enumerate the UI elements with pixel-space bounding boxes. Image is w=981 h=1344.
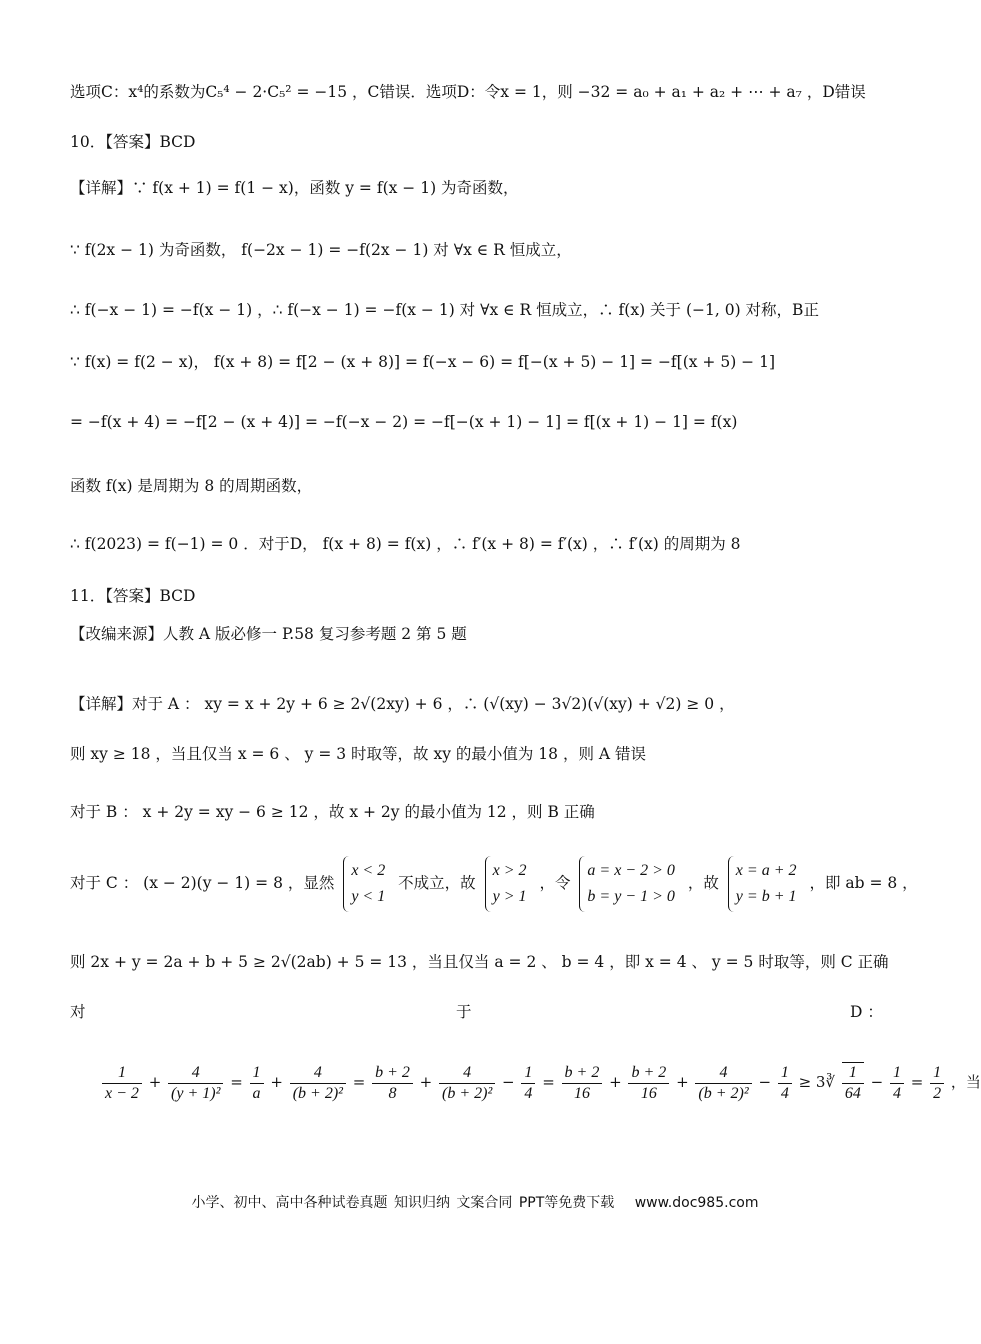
eq-op: + (609, 1073, 622, 1091)
eq-frac-11-den: 4 (780, 1084, 789, 1102)
system-4-row-1: x = a + 2 (735, 862, 797, 879)
q11-detail-line-b: 对于 B ： x + 2y = xy − 6 ≥ 12 ，故 x + 2y 的最小值为 12 ，则 B 正确 (70, 803, 595, 821)
eq-frac-5-den: 8 (388, 1084, 397, 1102)
eq-frac-8-den: 16 (573, 1084, 590, 1102)
q11-d-equation (100, 1062, 981, 1104)
eq-op: + (270, 1073, 283, 1091)
answer-10-header: 10．【答案】BCD (70, 133, 196, 151)
eq-frac-4-num: 4 (290, 1063, 346, 1084)
system-1-row-2: y < 1 (351, 888, 386, 905)
eq-frac-4-den: (b + 2)² (292, 1084, 343, 1102)
eq-frac-12 (842, 1062, 864, 1104)
label-yu: 于 (456, 1003, 472, 1021)
eq-frac-13 (890, 1063, 904, 1104)
eq-frac-2-num: 4 (168, 1063, 223, 1084)
line-c-text-5: ，即 ab = 8 ， (809, 874, 918, 892)
eq-frac-7-num: 1 (521, 1063, 535, 1084)
eq-op: + (676, 1073, 689, 1091)
eq-frac-3-den: a (252, 1084, 261, 1102)
eq-frac-14-den: 2 (933, 1084, 942, 1102)
eq-frac-11 (778, 1063, 792, 1104)
line-c-text-2: 不成立，故 (398, 874, 476, 892)
eq-frac-9-num: b + 2 (628, 1063, 669, 1084)
eq-op: − (502, 1073, 515, 1091)
q10-detail-line-2: ∵ f(2x − 1) 为奇函数， f(−2x − 1) = −f(2x − 1) 对 ∀x ∈ R 恒成立， (70, 241, 572, 259)
system-1-row-1: x < 2 (351, 862, 386, 879)
eq-op: + (419, 1073, 433, 1091)
q11-detail-line-a-result: 则 xy ≥ 18 ，当且仅当 x = 6 、 y = 3 时取等，故 xy 的最小值为 18 ，则 A 错误 (70, 745, 647, 763)
label-dui: 对 (70, 1003, 86, 1021)
eq-op: − (758, 1073, 772, 1091)
q10-detail-line-7: ∴ f(2023) = f(−1) = 0 ．对于D， f(x + 8) = f(x) ，∴ f′(x + 8) = f′(x) ，∴ f′(x) 的周期为 8 (70, 535, 741, 553)
q11-detail-line-c (70, 856, 918, 912)
page-footer: 小学、初中、高中各种试卷真题 知识归纳 文案合同 PPT等免费下载 www.doc985.com (191, 1195, 759, 1211)
eq-frac-9 (628, 1063, 669, 1104)
eq-frac-13-den: 4 (892, 1084, 901, 1102)
eq-frac-5 (372, 1063, 413, 1104)
eq-frac-14-num: 1 (930, 1063, 944, 1084)
q11-detail-line-c-result: 则 2x + y = 2a + b + 5 ≥ 2√(2ab) + 5 = 13 ，当且仅当 a = 2 、 b = 4 ，即 x = 4 、 y = 5 时取等，则 C 正确 (70, 953, 889, 971)
system-3-row-2: b = y − 1 > 0 (587, 888, 675, 905)
q11-detail-line-a: 【详解】对于 A ： xy = x + 2y + 6 ≥ 2√(2xy) + 6 ，∴ (√(xy) − 3√2)(√(xy) + √2) ≥ 0 ， (70, 695, 735, 713)
system-2-row-2: y > 1 (492, 888, 527, 905)
eq-frac-14 (930, 1063, 944, 1104)
eq-op: + (148, 1073, 162, 1091)
q10-detail-line-5: = −f(x + 4) = −f[2 − (x + 4)] = −f(−x − 2) = −f[−(x + 1) − 1] = f[(x + 1) − 1] = f(x) (70, 413, 738, 431)
eq-frac-8-num: b + 2 (562, 1063, 603, 1084)
eq-frac-10-den: (b + 2)² (698, 1084, 749, 1102)
eq-op: = (542, 1073, 555, 1091)
eq-tail-text: ，当 (950, 1073, 981, 1091)
q10-detail-line-4: ∵ f(x) = f(2 − x)， f(x + 8) = f[2 − (x + 8)] = f(−x − 6) = f[−(x + 5) − 1] = −f[(x + 5) − 1] (70, 353, 776, 371)
eq-frac-10 (695, 1063, 751, 1104)
system-3 (579, 856, 679, 912)
system-2-row-1: x > 2 (492, 862, 527, 879)
eq-frac-1-num: 1 (102, 1063, 142, 1084)
eq-frac-2-den: (y + 1)² (171, 1084, 221, 1102)
eq-frac-8 (562, 1063, 603, 1104)
system-4-row-2: y = b + 1 (735, 888, 797, 905)
eq-op: ≥ 3∛ (798, 1073, 836, 1091)
eq-op: = (352, 1073, 366, 1091)
eq-op: = (910, 1073, 924, 1091)
eq-frac-10-num: 4 (695, 1063, 751, 1084)
eq-frac-12-den: 64 (844, 1085, 861, 1102)
system-2 (485, 856, 531, 912)
eq-frac-3 (250, 1063, 264, 1104)
eq-frac-6-den: (b + 2)² (442, 1084, 493, 1102)
eq-op: = (230, 1073, 243, 1091)
eq-frac-1 (102, 1063, 142, 1104)
eq-frac-3-num: 1 (250, 1063, 264, 1084)
q10-detail-line-6: 函数 f(x) 是周期为 8 的周期函数， (70, 477, 313, 495)
eq-frac-7-den: 4 (524, 1084, 533, 1102)
eq-frac-4 (290, 1063, 346, 1104)
eq-frac-2 (168, 1063, 223, 1104)
eq-op: − (870, 1073, 884, 1091)
q10-detail-line-3: ∴ f(−x − 1) = −f(x − 1) ，∴ f(−x − 1) = −f(x − 1) 对 ∀x ∈ R 恒成立，∴ f(x) 关于 (−1, 0) 对称，B正 (70, 301, 819, 319)
eq-frac-13-num: 1 (890, 1063, 904, 1084)
eq-frac-9-den: 16 (640, 1084, 657, 1102)
line-c-text-1: 对于 C ： (x − 2)(y − 1) = 8 ，显然 (70, 874, 335, 892)
eq-frac-6-num: 4 (439, 1063, 495, 1084)
system-1 (343, 856, 389, 912)
eq-frac-5-num: b + 2 (372, 1063, 413, 1084)
eq-frac-12-num: 1 (842, 1063, 864, 1084)
label-d: D ： (850, 1003, 883, 1021)
q11-source-line: 【改编来源】人教 A 版必修一 P.58 复习参考题 2 第 5 题 (70, 625, 467, 643)
eq-frac-6 (439, 1063, 495, 1104)
system-3-row-1: a = x − 2 > 0 (587, 862, 675, 879)
system-4 (728, 856, 801, 912)
answer-11-header: 11．【答案】BCD (70, 587, 196, 605)
eq-frac-1-den: x − 2 (105, 1084, 139, 1102)
line-c-text-4: ，故 (687, 874, 719, 892)
eq-frac-11-num: 1 (778, 1063, 792, 1084)
option-c-d-line: 选项C：x⁴的系数为C₅⁴ − 2·C₅² = −15 ，C错误．选项D：令x = 1，则 −32 = a₀ + a₁ + a₂ + ⋯ + a₇ ，D错误 (70, 83, 866, 101)
q10-detail-line-1: 【详解】∵ f(x + 1) = f(1 − x)，函数 y = f(x − 1) 为奇函数， (70, 179, 519, 197)
line-c-text-3: ，令 (539, 874, 571, 892)
eq-frac-7 (521, 1063, 535, 1104)
